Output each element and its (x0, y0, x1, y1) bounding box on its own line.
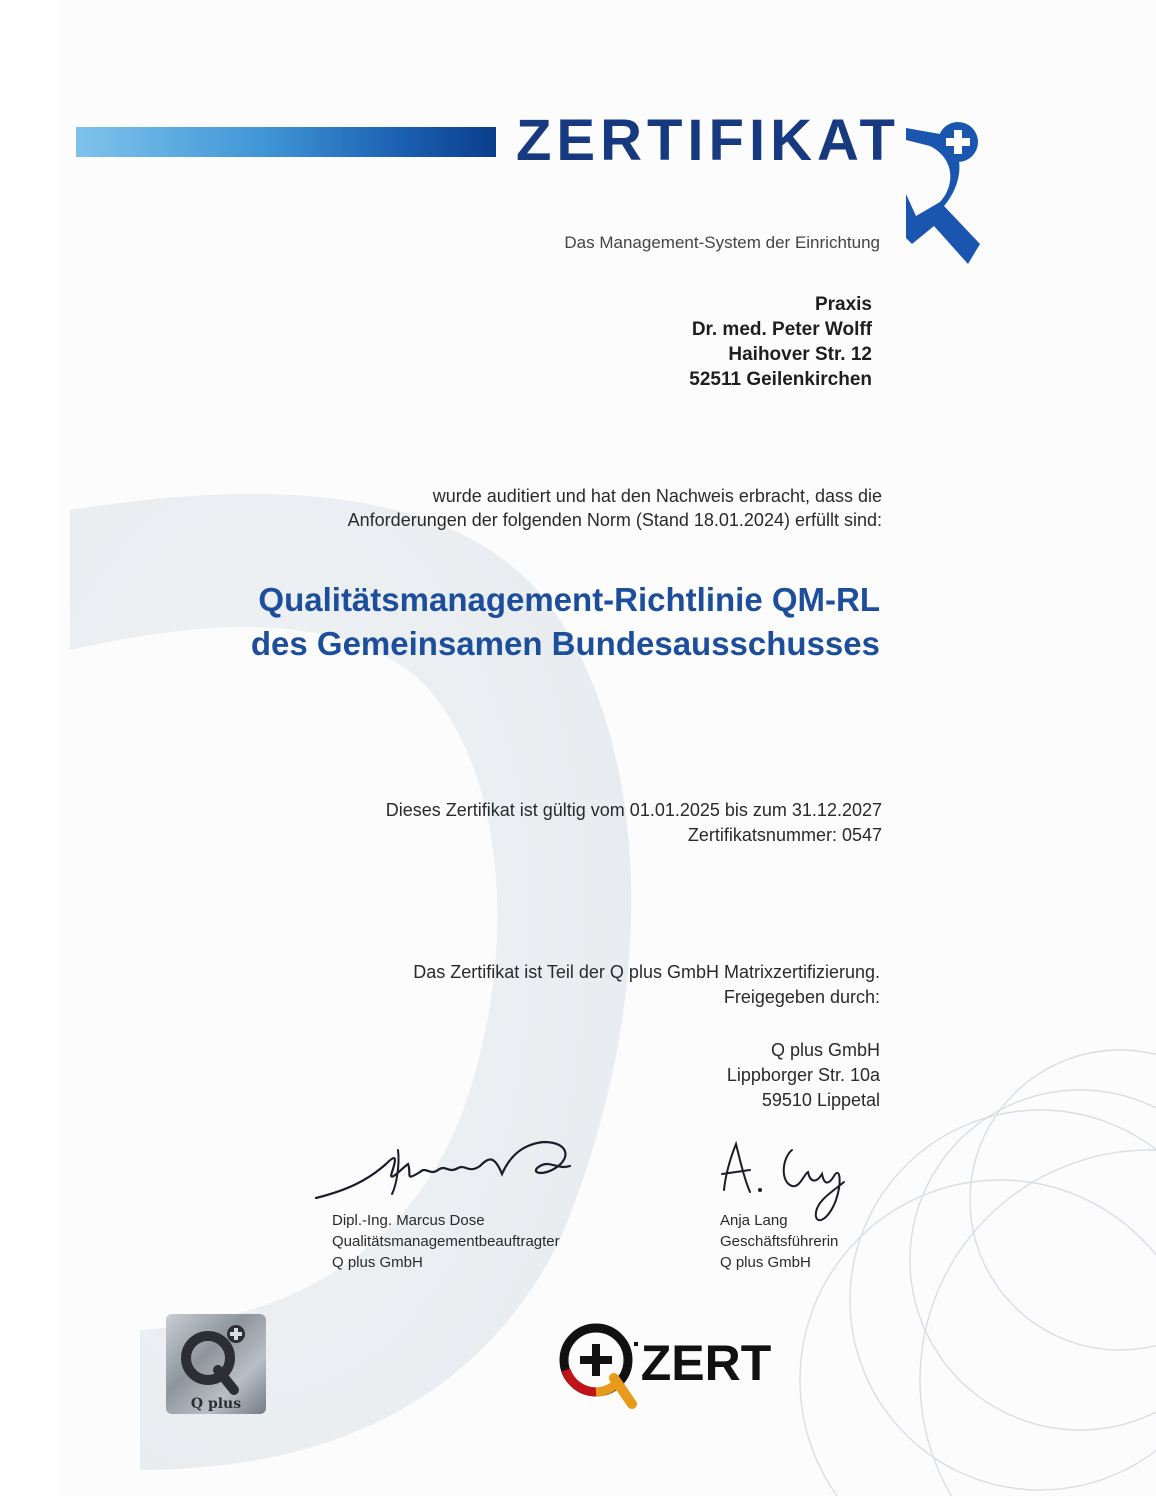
audit-statement (348, 484, 882, 532)
qzert-label: ZERT (640, 1335, 772, 1391)
address-line: Haihover Str. 12 (728, 344, 872, 365)
address-line: Praxis (814, 294, 872, 315)
signer-company: Q plus GmbH (332, 1254, 423, 1271)
signer-name: Dipl.-Ing. Marcus Dose (332, 1212, 485, 1229)
matrix-line: Freigegeben durch: (723, 987, 880, 1007)
certificate-number: Zertifikatsnummer: 0547 (687, 825, 882, 845)
watermark-arcs (800, 1050, 1156, 1496)
certificate-title: ZERTIFIKAT (516, 108, 900, 173)
q-plus-hologram-seal-icon (166, 1314, 266, 1414)
signer-marcus-dose (332, 1210, 560, 1273)
matrix-statement (413, 960, 880, 1010)
signer-company: Q plus GmbH (720, 1254, 811, 1271)
header-gradient-bar (76, 127, 496, 157)
hologram-label: Q plus (190, 1396, 242, 1412)
address-line: 52511 Geilenkirchen (689, 369, 872, 390)
issuer-address (727, 1038, 880, 1113)
address-line: Dr. med. Peter Wolff (691, 319, 872, 340)
issuer-line: Lippborger Str. 10a (726, 1065, 880, 1085)
certificate-subtitle: Das Management-System der Einrichtung (564, 233, 880, 252)
audit-statement-line: wurde auditiert und hat den Nachweis erbracht, dass die (432, 486, 882, 506)
norm-title-line: Qualitätsmanagement-Richtlinie QM-RL (258, 581, 880, 618)
signature-marcus-dose (308, 1130, 588, 1210)
signer-role: Geschäftsführerin (720, 1233, 839, 1250)
signer-name: Anja Lang (720, 1212, 788, 1229)
validity-block (386, 798, 882, 848)
norm-title (251, 578, 880, 666)
matrix-line: Das Zertifikat ist Teil der Q plus GmbH Matrixzertifizierung. (413, 962, 880, 982)
norm-title-line: des Gemeinsamen Bundesausschusses (250, 625, 880, 662)
recipient-address (689, 292, 872, 392)
audit-statement-line: Anforderungen der folgenden Norm (Stand 18.01.2024) erfüllt sind: (347, 510, 882, 530)
signer-role: Qualitätsmanagementbeauftragter (332, 1233, 560, 1250)
issuer-line: 59510 Lippetal (761, 1090, 880, 1110)
q-plus-cross-logo-icon (900, 118, 984, 268)
validity-period: Dieses Zertifikat ist gültig vom 01.01.2025 bis zum 31.12.2027 (385, 800, 882, 820)
issuer-line: Q plus GmbH (770, 1040, 880, 1060)
signer-anja-lang (720, 1210, 838, 1273)
q-zert-logo-icon (556, 1312, 796, 1412)
